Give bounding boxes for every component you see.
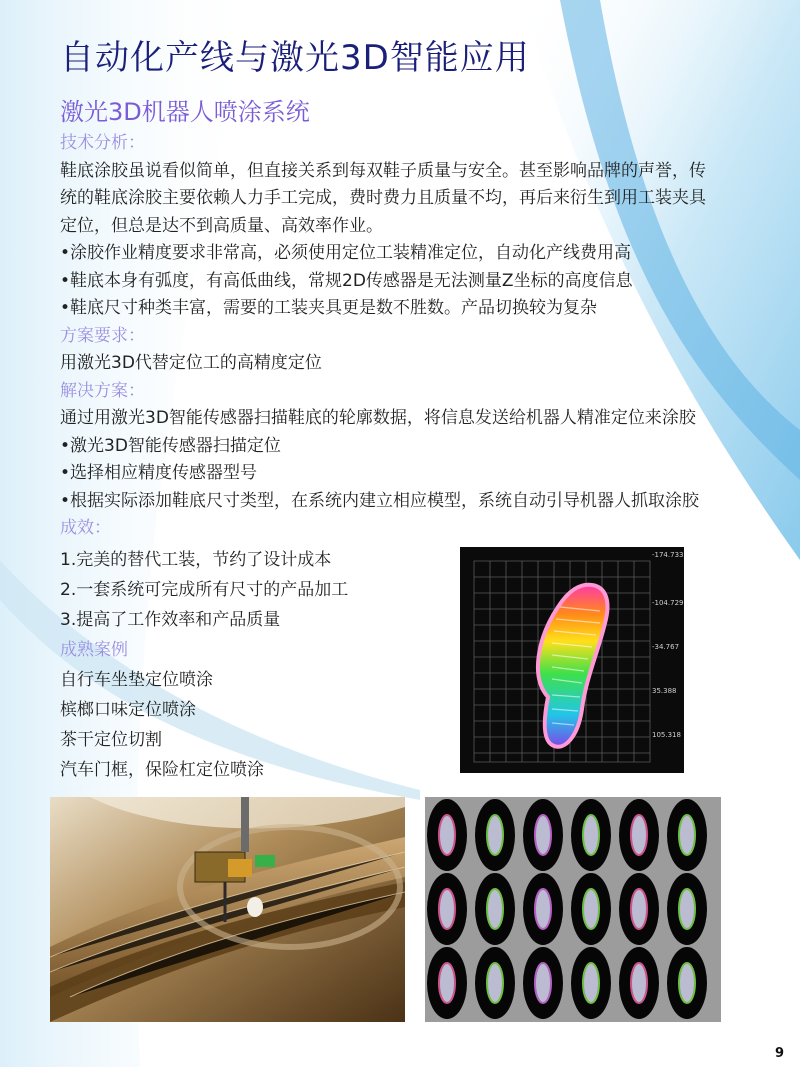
main-text-block bbox=[60, 130, 760, 543]
solution-bullet: •激光3D智能传感器扫描定位 bbox=[60, 435, 281, 456]
results-heading: 成效： bbox=[60, 518, 111, 538]
solution-line: 通过用激光3D智能传感器扫描鞋底的轮廓数据，将信息发送给机器人精准定位来涂胶 bbox=[60, 408, 696, 428]
results-item: 2.一套系统可完成所有尺寸的产品加工 bbox=[60, 580, 349, 600]
scan-tick-label: -174.733 bbox=[652, 551, 684, 559]
solution-bullet: •选择相应精度传感器型号 bbox=[60, 463, 258, 483]
cases-heading: 成熟案例 bbox=[60, 640, 128, 660]
scan-tick-label: -104.729 bbox=[652, 599, 684, 607]
results-item: 1.完美的替代工装，节约了设计成本 bbox=[60, 550, 332, 570]
tech-analysis-heading: 技术分析： bbox=[60, 133, 145, 153]
tech-analysis-bullet: •鞋底本身有弧度，有高低曲线，常规2D传感器是无法测量Z坐标的高度信息 bbox=[60, 270, 633, 291]
case-item: 槟榔口味定位喷涂 bbox=[60, 700, 196, 720]
tech-analysis-bullet: •鞋底尺寸种类丰富，需要的工装夹具更是数不胜数。产品切换较为复杂 bbox=[60, 298, 598, 318]
case-item: 茶干定位切割 bbox=[60, 730, 162, 750]
requirements-heading: 方案要求： bbox=[60, 325, 145, 346]
shoe-3d-scan-image bbox=[460, 547, 684, 773]
scan-tick-label: 35.388 bbox=[652, 687, 677, 695]
tech-analysis-line: 统的鞋底涂胶主要依赖人力手工完成，费时费力且质量不均，再后来衍生到用工装夹具 bbox=[60, 188, 706, 208]
page-number: 9 bbox=[775, 1046, 785, 1061]
page-subtitle: 激光3D机器人喷涂系统 bbox=[60, 98, 310, 126]
case-item: 汽车门框，保险杠定位喷涂 bbox=[60, 760, 264, 780]
tech-analysis-bullet: •涂胶作业精度要求非常高，必须使用定位工装精准定位，自动化产线费用高 bbox=[60, 243, 632, 263]
case-item: 自行车坐垫定位喷涂 bbox=[60, 670, 213, 690]
scan-tick-label: 105.318 bbox=[652, 731, 681, 739]
robot-spraying-photo bbox=[50, 797, 405, 1022]
requirements-line: 用激光3D代替定位工的高精度定位 bbox=[60, 353, 322, 373]
page-title: 自动化产线与激光3D智能应用 bbox=[60, 38, 530, 78]
solution-heading: 解决方案： bbox=[60, 380, 145, 401]
insole-detection-image bbox=[425, 797, 721, 1022]
tech-analysis-line: 鞋底涂胶虽说看似简单，但直接关系到每双鞋子质量与安全。甚至影响品牌的声誉，传 bbox=[60, 160, 706, 181]
results-item: 3.提高了工作效率和产品质量 bbox=[60, 610, 281, 630]
results-and-cases bbox=[60, 545, 460, 785]
scan-tick-label: -34.767 bbox=[652, 643, 680, 651]
tech-analysis-line: 定位，但总是达不到高质量、高效率作业。 bbox=[60, 215, 383, 236]
solution-bullet: •根据实际添加鞋底尺寸类型，在系统内建立相应模型，系统自动引导机器人抓取涂胶 bbox=[60, 490, 700, 511]
